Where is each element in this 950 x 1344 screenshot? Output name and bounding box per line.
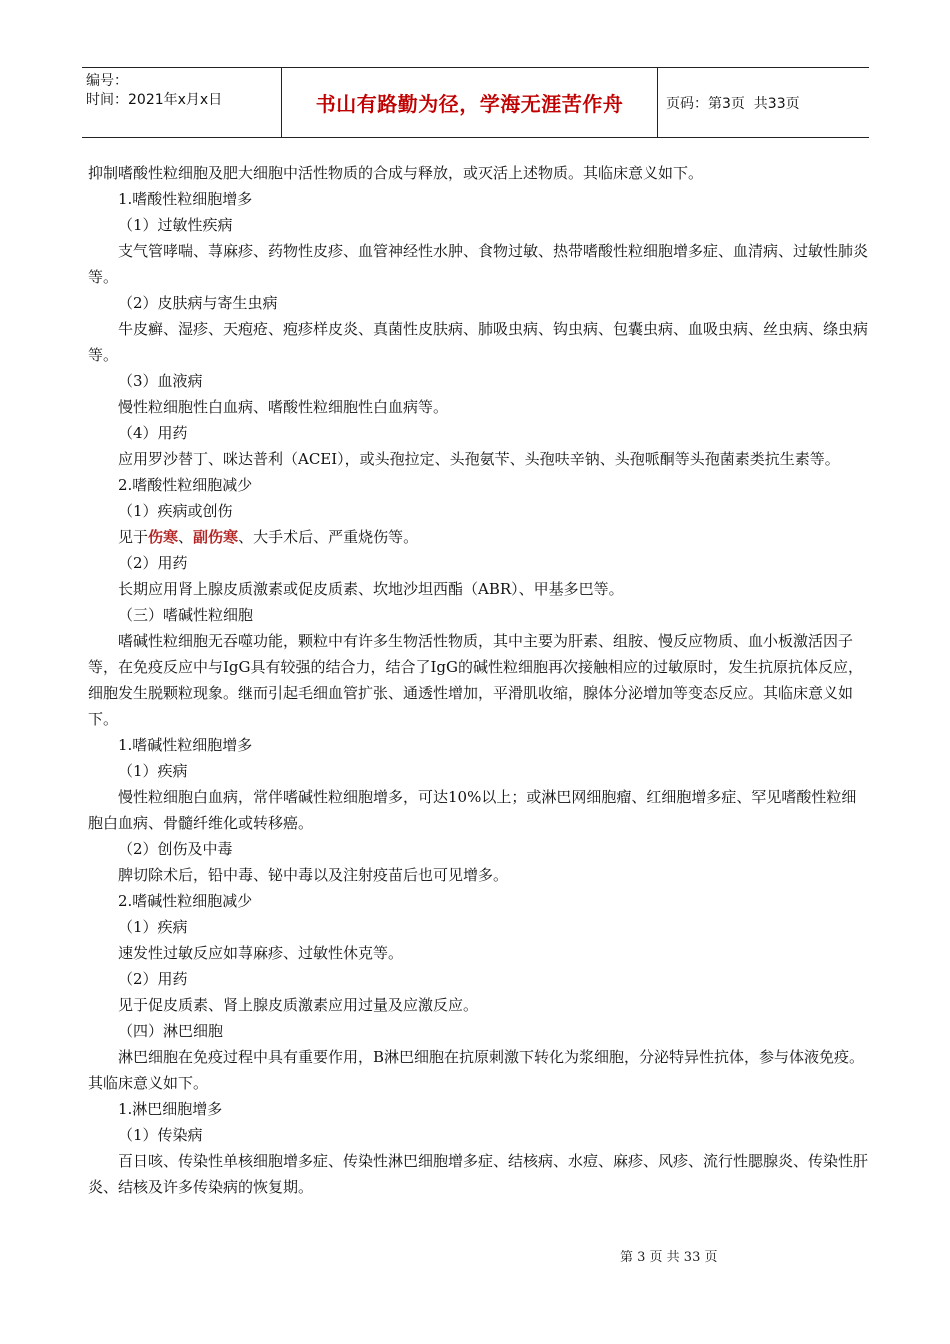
- paragraph-with-highlight: [88, 524, 868, 550]
- paragraph: 慢性粒细胞白血病，常伴嗜碱性粒细胞增多，可达10%以上；或淋巴网细胞瘤、红细胞增多症、罕见嗜酸性粒细胞白血病、骨髓纤维化或转移癌。: [88, 788, 857, 832]
- paragraph: （三）嗜碱性粒细胞: [118, 606, 254, 624]
- highlight-paratyphoid: 副伤寒: [193, 528, 239, 546]
- paragraph: 2.嗜酸性粒细胞减少: [118, 476, 253, 494]
- document-body: [88, 160, 868, 1200]
- paragraph: 1.淋巴细胞增多: [118, 1100, 223, 1118]
- paragraph: 慢性粒细胞性白血病、嗜酸性粒细胞性白血病等。: [118, 398, 449, 416]
- header-page-info-cell: [658, 68, 869, 137]
- paragraph: 牛皮癣、湿疹、天疱疮、疱疹样皮炎、真菌性皮肤病、肺吸虫病、钩虫病、包囊虫病、血吸虫病、丝虫病、绦虫病等。: [88, 320, 869, 364]
- paragraph: 淋巴细胞在免疫过程中具有重要作用，B淋巴细胞在抗原刺激下转化为浆细胞，分泌特异性抗体，参与体液免疫。其临床意义如下。: [88, 1048, 865, 1092]
- paragraph: 应用罗沙替丁、咪达普利（ACEI），或头孢拉定、头孢氨苄、头孢呋辛钠、头孢哌酮等头孢菌素类抗生素等。: [118, 450, 840, 468]
- paragraph: （2）皮肤病与寄生虫病: [118, 294, 278, 312]
- paragraph: （1）疾病: [118, 918, 188, 936]
- header-page-info: 页码：第3页 共33页: [666, 95, 800, 112]
- paragraph: 1.嗜碱性粒细胞增多: [118, 736, 253, 754]
- paragraph: 百日咳、传染性单核细胞增多症、传染性淋巴细胞增多症、结核病、水痘、麻疹、风疹、流行性腮腺炎、传染性肝炎、结核及许多传染病的恢复期。: [88, 1152, 869, 1196]
- header-motto: 书山有路勤为径，学海无涯苦作舟: [281, 68, 658, 137]
- rich-suffix: 、大手术后、严重烧伤等。: [238, 528, 419, 546]
- rich-separator: 、: [178, 528, 194, 546]
- paragraph: （1）疾病或创伤: [118, 502, 233, 520]
- header-left-cell: [82, 68, 281, 137]
- paragraph: （1）疾病: [118, 762, 188, 780]
- page-footer: 第 3 页 共 33 页: [620, 1250, 718, 1265]
- document-date-label: 时间：2021年x月x日: [86, 92, 223, 108]
- paragraph: （2）创伤及中毒: [118, 840, 233, 858]
- paragraph: 嗜碱性粒细胞无吞噬功能，颗粒中有许多生物活性物质，其中主要为肝素、组胺、慢反应物质、血小板激活因子等，在免疫反应中与IgG具有较强的结合力，结合了IgG的碱性粒细胞再次接触相应的过敏原时，发生抗原抗体反应，细胞发生脱颗粒现象。继而引起毛细血管扩张、通透性增加，平滑肌收缩，腺体分泌增加等变态反应。其临床意义如下。: [88, 632, 864, 728]
- paragraph: 长期应用肾上腺皮质激素或促皮质素、坎地沙坦西酯（ABR）、甲基多巴等。: [118, 580, 624, 598]
- document-number-label: 编号：: [86, 73, 128, 89]
- paragraph: 速发性过敏反应如荨麻疹、过敏性休克等。: [118, 944, 404, 962]
- paragraph: 抑制嗜酸性粒细胞及肥大细胞中活性物质的合成与释放，或灭活上述物质。其临床意义如下。: [88, 164, 704, 182]
- rich-prefix: 见于: [118, 528, 149, 546]
- paragraph: （1）传染病: [118, 1126, 203, 1144]
- paragraph: 见于促皮质素、肾上腺皮质激素应用过量及应激反应。: [118, 996, 479, 1014]
- paragraph: （2）用药: [118, 970, 188, 988]
- highlight-typhoid: 伤寒: [148, 528, 179, 546]
- paragraph: （3）血液病: [118, 372, 203, 390]
- paragraph: （四）淋巴细胞: [118, 1022, 224, 1040]
- paragraph: （2）用药: [118, 554, 188, 572]
- paragraph: 脾切除术后，铅中毒、铋中毒以及注射疫苗后也可见增多。: [118, 866, 509, 884]
- paragraph: 支气管哮喘、荨麻疹、药物性皮疹、血管神经性水肿、食物过敏、热带嗜酸性粒细胞增多症、血清病、过敏性肺炎等。: [88, 242, 869, 286]
- paragraph: 2.嗜碱性粒细胞减少: [118, 892, 253, 910]
- page-header: [82, 67, 869, 138]
- paragraph: （4）用药: [118, 424, 188, 442]
- paragraph: （1）过敏性疾病: [118, 216, 233, 234]
- paragraph: 1.嗜酸性粒细胞增多: [118, 190, 253, 208]
